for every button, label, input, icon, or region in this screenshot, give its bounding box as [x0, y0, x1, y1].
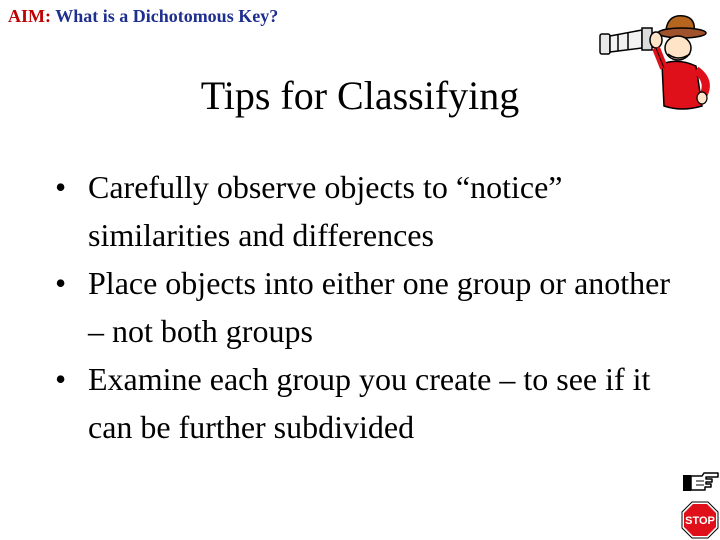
- stop-sign-label: STOP: [685, 515, 715, 527]
- stop-sign-icon[interactable]: [681, 501, 719, 539]
- tip-item-group: [55, 259, 675, 355]
- explorer-with-telescope-icon: [598, 8, 714, 116]
- bullet-dot: •: [55, 169, 67, 205]
- aim-label: AIM:: [8, 6, 51, 26]
- tip-item-examine: [55, 355, 675, 451]
- tip-item-observe: [55, 163, 675, 259]
- tip-text: Place objects into either one group or another – not both groups: [88, 265, 671, 349]
- aim-header: [8, 6, 278, 27]
- tip-text: Carefully observe objects to “notice” similarities and differences: [88, 169, 563, 253]
- bullet-dot: •: [55, 265, 67, 301]
- aim-question: What is a Dichotomous Key?: [55, 6, 279, 26]
- slide-title: Tips for Classifying: [200, 73, 520, 118]
- pointing-hand-icon[interactable]: [682, 471, 720, 493]
- bullet-dot: •: [55, 361, 67, 397]
- tips-list: [55, 163, 675, 451]
- tip-text: Examine each group you create – to see if it can be further subdivided: [88, 361, 651, 445]
